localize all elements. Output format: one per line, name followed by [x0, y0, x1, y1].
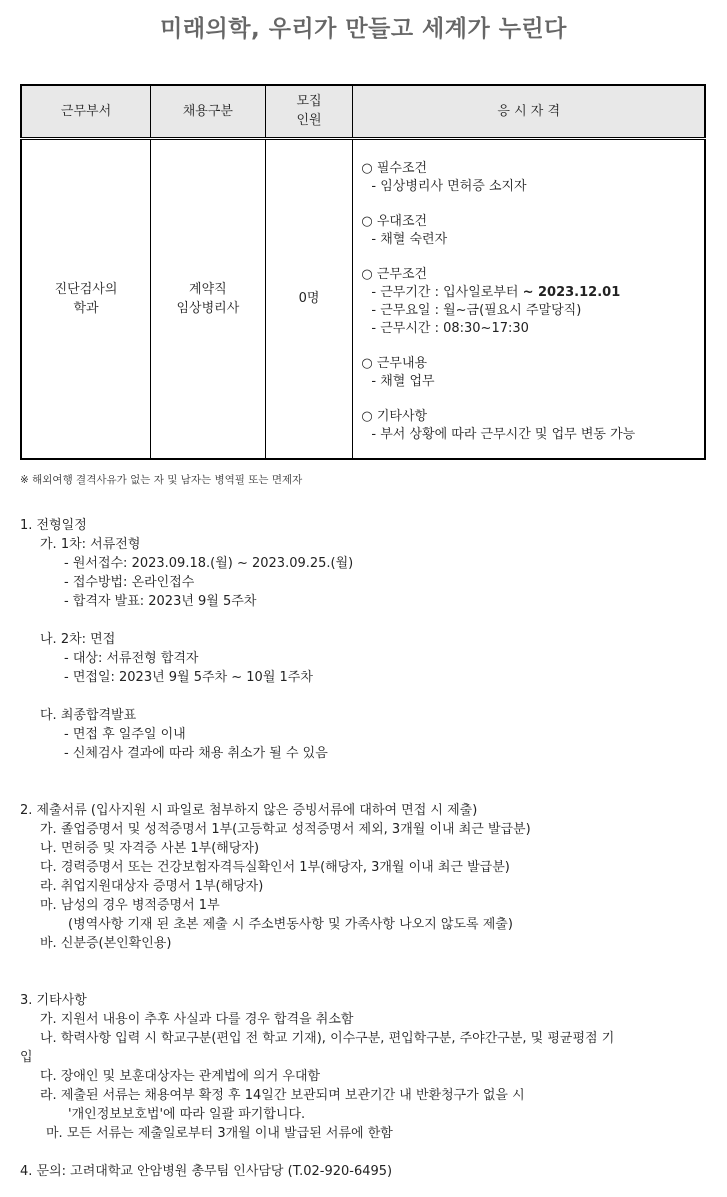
header-dept: 근무부서 — [21, 85, 151, 138]
header-count-line1: 모집 — [296, 94, 322, 110]
section-documents — [20, 801, 715, 953]
list-item: - 원서접수: 2023.09.18.(월) ~ 2023.09.25.(월) — [64, 556, 354, 571]
section-title: 1. 전형일정 — [20, 518, 87, 533]
cell-count: 0명 — [265, 138, 353, 459]
condition-item-period — [361, 284, 704, 302]
header-count-line2: 인원 — [296, 113, 322, 129]
condition-head: ○ 기타사항 — [361, 408, 428, 424]
list-item: 다. 장애인 및 보훈대상자는 관계법에 의거 우대함 — [40, 1069, 321, 1084]
condition-head: ○ 필수조건 — [361, 160, 428, 176]
list-item: 나. 학력사항 입력 시 학교구분(편입 전 학교 기재), 이수구분, 편입학구분, 주야간구분, 및 평균평점 기 — [40, 1031, 615, 1046]
condition-item: - 채혈 숙련자 — [371, 231, 448, 247]
condition-duty — [361, 355, 704, 391]
section-schedule — [20, 516, 715, 763]
header-qualification: 응 시 자 격 — [353, 85, 705, 138]
list-item-wrap: 입 — [20, 1050, 33, 1065]
list-item: - 접수방법: 온라인접수 — [64, 575, 195, 590]
list-item: 라. 제출된 서류는 채용여부 확정 후 14일간 보관되며 보관기간 내 반환청구가 없을 시 — [40, 1088, 525, 1103]
list-item: 다. 경력증명서 또는 건강보험자격득실확인서 1부(해당자, 3개월 이내 최근 발급분) — [40, 860, 510, 875]
table-header-row — [21, 85, 705, 138]
contact-info: 4. 문의: 고려대학교 안암병원 총무팀 인사담당 (T.02-920-6495) — [20, 1164, 393, 1179]
condition-head: ○ 우대조건 — [361, 213, 428, 229]
list-item: - 신체검사 결과에 따라 채용 취소가 될 수 있음 — [64, 746, 328, 761]
cell-type-line1: 계약직 — [189, 281, 227, 297]
condition-etc — [361, 408, 704, 444]
main-content — [20, 516, 715, 1181]
list-item: 가. 지원서 내용이 추후 사실과 다를 경우 합격을 취소함 — [40, 1012, 354, 1027]
list-item: 라. 취업지원대상자 증명서 1부(해당자) — [40, 879, 264, 894]
list-item: - 면접일: 2023년 9월 5주차 ~ 10월 1주차 — [64, 670, 313, 685]
condition-head: ○ 근무조건 — [361, 266, 428, 282]
list-item: 마. 모든 서류는 제출일로부터 3개월 이내 발급된 서류에 한함 — [46, 1126, 393, 1141]
cell-dept-line1: 진단검사의 — [54, 281, 118, 297]
section-other — [20, 991, 715, 1143]
section-title: 2. 제출서류 (입사지원 시 파일로 첨부하지 않은 증빙서류에 대하여 면접 시 제출) — [20, 803, 478, 818]
cell-type — [151, 138, 266, 459]
period-text: - 근무기간 : 입사일로부터 — [371, 284, 523, 300]
list-item-note: (병역사항 기재 된 초본 제출 시 주소변동사항 및 가족사항 나오지 않도록 제출) — [68, 917, 513, 932]
period-end-date: ~ 2023.12.01 — [522, 284, 621, 300]
list-item: 나. 면허증 및 자격증 사본 1부(해당자) — [40, 841, 260, 856]
condition-item: - 임상병리사 면허증 소지자 — [371, 178, 527, 194]
condition-work — [361, 266, 704, 338]
subsection-title: 나. 2차: 면접 — [40, 632, 116, 647]
section-title: 3. 기타사항 — [20, 993, 87, 1008]
condition-item: - 근무요일 : 월~금(필요시 주말당직) — [371, 302, 582, 318]
condition-head: ○ 근무내용 — [361, 355, 428, 371]
list-item: 가. 졸업증명서 및 성적증명서 1부(고등학교 성적증명서 제외, 3개월 이내 최근 발급분) — [40, 822, 531, 837]
table-row — [21, 138, 705, 459]
condition-item: - 채혈 업무 — [371, 373, 435, 389]
table-footnote: ※ 해외여행 결격사유가 없는 자 및 남자는 병역필 또는 면제자 — [20, 474, 303, 486]
cell-dept-line2: 학과 — [73, 300, 99, 316]
section-contact — [20, 1162, 715, 1181]
condition-preferred — [361, 213, 704, 249]
cell-qualification — [353, 138, 705, 459]
condition-item: - 근무시간 : 08:30~17:30 — [371, 320, 529, 336]
list-item-continued: '개인정보보호법'에 따라 일괄 파기합니다. — [68, 1107, 306, 1122]
list-item: - 면접 후 일주일 이내 — [64, 727, 186, 742]
subsection-title: 다. 최종합격발표 — [40, 708, 137, 723]
list-item: 바. 신분증(본인확인용) — [40, 936, 172, 951]
header-type: 채용구분 — [151, 85, 266, 138]
list-item: - 합격자 발표: 2023년 9월 5주차 — [64, 594, 257, 609]
cell-dept — [21, 138, 151, 459]
condition-item: - 부서 상황에 따라 근무시간 및 업무 변동 가능 — [371, 426, 636, 442]
recruitment-table — [20, 84, 706, 460]
list-item: - 대상: 서류전형 합격자 — [64, 651, 199, 666]
condition-required — [361, 160, 704, 196]
cell-type-line2: 임상병리사 — [176, 300, 240, 316]
subsection-title: 가. 1차: 서류전형 — [40, 537, 141, 552]
list-item: 마. 남성의 경우 병적증명서 1부 — [40, 898, 220, 913]
header-count — [265, 85, 353, 138]
page-title: 미래의학, 우리가 만들고 세계가 누린다 — [160, 16, 567, 42]
